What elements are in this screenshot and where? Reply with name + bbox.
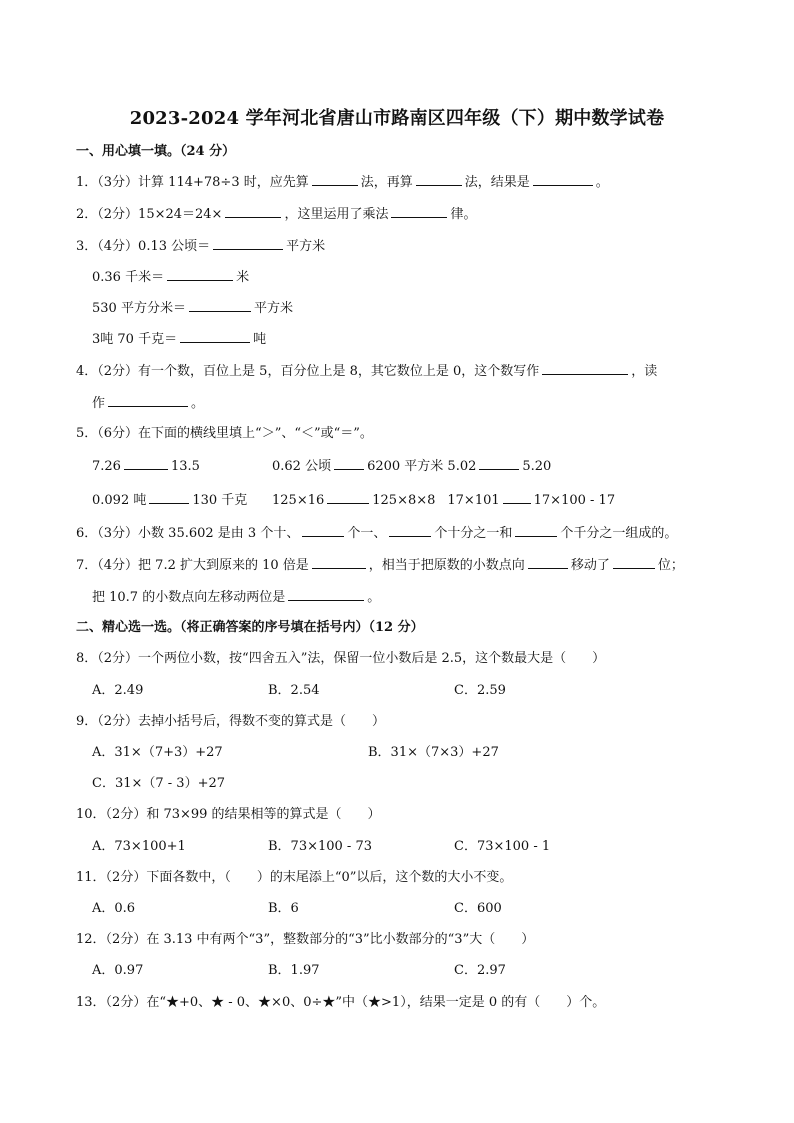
q3-text-1b: 平方米 [286,239,326,254]
q2-text-b: ，这里运用了乘法 [284,207,389,222]
q7-text-a: 7．（4分）把 7.2 扩大到原来的 10 倍是 [76,558,309,573]
q3-blank-2[interactable] [167,268,233,281]
question-7-line-1 [76,556,684,575]
q6-blank-2[interactable] [389,524,431,537]
q10-option-b[interactable]: B．73×100 - 73 [268,839,373,854]
q3-text-3a: 530 平方分米＝ [92,301,186,316]
q3-blank-4[interactable] [180,330,250,343]
q10-option-c[interactable]: C．73×100 - 1 [454,839,551,854]
question-9-stem: 9．（2分）去掉小括号后，得数不变的算式是（ ） [76,714,386,729]
q7-text-c: 移动了 [570,558,610,573]
question-5-row-2 [92,491,247,510]
q11-option-a[interactable]: A．0.6 [92,901,136,916]
q8-option-c[interactable]: C．2.59 [454,683,506,698]
q6-text-d: 个千分之一组成的。 [560,526,678,541]
q3-blank-3[interactable] [189,299,251,312]
q4-text-b: ，读 [631,364,658,379]
q2-text-c: 律。 [450,207,477,222]
q6-blank-3[interactable] [515,524,557,537]
q2-blank-1[interactable] [225,205,281,218]
question-13-stem: 13．（2分）在“★+0、★ - 0、★×0、0÷★”中（★>1），结果一定是 0 的有（ ）个。 [76,995,606,1010]
q3-blank-1[interactable] [213,237,283,250]
q6-text-b: 个一、 [347,526,387,541]
q2-blank-2[interactable] [391,205,447,218]
q3-text-3b: 平方米 [253,301,293,316]
q7-blank-3[interactable] [613,556,655,569]
q8-option-b[interactable]: B．2.54 [268,683,320,698]
q11-option-c[interactable]: C．600 [454,901,502,916]
question-6 [76,524,677,543]
q1-text-d: 。 [595,175,609,190]
q5-r1-item-a: 7.26 [92,459,121,474]
question-5-row-1-part-2 [272,457,551,476]
question-7-line-2 [92,588,380,607]
q5-r1-item-d: 6200 平方米 5.02 [367,459,477,474]
question-1 [76,173,609,192]
q7-text-b: ，相当于把原数的小数点向 [368,558,525,573]
question-3-line-3 [92,299,293,318]
q5-r2-item-c: 125×16 [272,493,325,508]
q6-text-a: 6．（3分）小数 35.602 是由 3 个十、 [76,526,300,541]
q7-blank-1[interactable] [312,556,366,569]
q5-r2-item-b: 130 千克 [192,493,248,508]
q1-blank-3[interactable] [533,173,593,186]
q5-r2-blank-3[interactable] [503,491,531,504]
q5-r2-blank-2[interactable] [327,491,369,504]
q12-option-a[interactable]: A．0.97 [92,963,144,978]
question-5-row-2-part-2 [272,491,615,510]
question-3-line-1 [76,237,325,256]
q7-text-e: 把 10.7 的小数点向左移动两位是 [92,590,286,605]
q1-blank-1[interactable] [312,173,358,186]
q4-text-a: 4．（2分）有一个数，百位上是 5，百分位上是 8，其它数位上是 0，这个数写作 [76,364,540,379]
q9-option-b[interactable]: B．31×（7×3）+27 [368,745,499,760]
q2-text-a: 2．（2分）15×24＝24× [76,207,223,222]
q4-text-c: 作 [92,396,106,411]
q4-blank-2[interactable] [108,394,188,407]
q6-blank-1[interactable] [302,524,344,537]
q5-r2-item-e: 17×101 [447,493,500,508]
q12-option-c[interactable]: C．2.97 [454,963,506,978]
q3-text-4b: 吨 [253,332,267,347]
q7-text-f: 。 [367,590,381,605]
q5-r1-item-b: 13.5 [170,459,200,474]
q5-r2-item-a: 0.092 吨 [92,493,147,508]
q1-text-a: 1．（3分）计算 114+78÷3 时，应先算 [76,175,309,190]
question-8-stem: 8．（2分）一个两位小数，按“四舍五入”法，保留一位小数后是 2.5，这个数最大是（ ） [76,651,606,666]
q5-r1-blank-2[interactable] [334,457,364,470]
q10-option-a[interactable]: A．73×100+1 [92,839,186,854]
q5-r1-blank-1[interactable] [124,457,168,470]
q9-option-a[interactable]: A．31×（7+3）+27 [92,745,223,760]
q3-text-1a: 3．（4分）0.13 公顷＝ [76,239,211,254]
question-11-stem: 11．（2分）下面各数中，（ ）的末尾添上“0”以后，这个数的大小不变。 [76,870,513,885]
q1-text-b: 法，再算 [360,175,413,190]
q12-option-b[interactable]: B．1.97 [268,963,320,978]
question-3-line-2 [92,268,249,287]
section-heading-multiple-choice: 二、精心选一选。（将正确答案的序号填在括号内）（12 分） [76,620,424,635]
question-10-stem: 10．（2分）和 73×99 的结果相等的算式是（ ） [76,807,381,822]
q6-text-c: 个十分之一和 [434,526,513,541]
q5-r1-item-e: 5.20 [522,459,552,474]
q7-blank-2[interactable] [528,556,568,569]
q4-text-d: 。 [191,396,205,411]
section-heading-fill-in: 一、用心填一填。（24 分） [76,144,236,159]
q5-r2-blank-1[interactable] [149,491,189,504]
q3-text-2b: 米 [236,270,250,285]
q4-blank-1[interactable] [542,362,628,375]
q9-option-c[interactable]: C．31×（7 - 3）+27 [92,776,226,791]
question-12-stem: 12．（2分）在 3.13 中有两个“3”，整数部分的“3”比小数部分的“3”大（ ） [76,932,535,947]
question-4-line-1 [76,362,657,381]
question-2 [76,205,477,224]
q5-r1-item-c: 0.62 公顷 [272,459,332,474]
q1-text-c: 法，结果是 [464,175,530,190]
question-5-row-1 [92,457,200,476]
q3-text-2a: 0.36 千米＝ [92,270,165,285]
question-4-line-2 [92,394,204,413]
question-3-line-4 [92,330,266,349]
q5-r1-blank-3[interactable] [479,457,519,470]
q5-r2-item-d: 125×8×8 [372,493,436,508]
q8-option-a[interactable]: A．2.49 [92,683,144,698]
q1-blank-2[interactable] [416,173,462,186]
q3-text-4a: 3吨 70 千克＝ [92,332,178,347]
q7-blank-4[interactable] [288,588,364,601]
q5-r2-item-f: 17×100 - 17 [533,493,616,508]
exam-title: 2023-2024 学年河北省唐山市路南区四年级（下）期中数学试卷 [129,108,665,129]
question-5-stem: 5．（6分）在下面的横线里填上“＞”、“＜”或“＝”。 [76,426,373,441]
q7-text-d: 位； [657,558,684,573]
q11-option-b[interactable]: B．6 [268,901,299,916]
